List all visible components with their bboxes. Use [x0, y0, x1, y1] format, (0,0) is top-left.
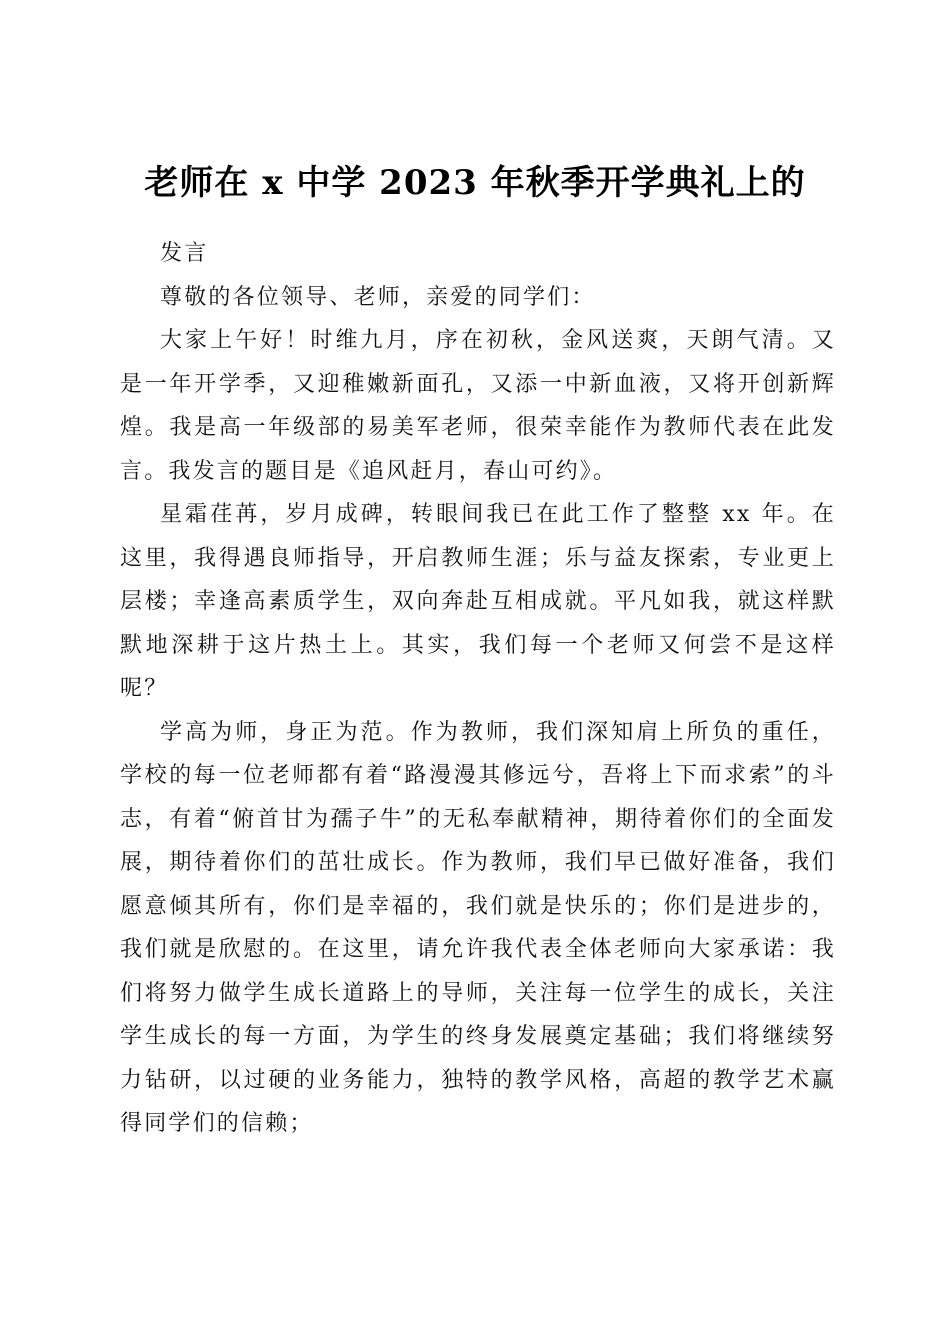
document-title: 老师在 x 中学 2023 年秋季开学典礼上的 [144, 162, 806, 203]
document-body [120, 232, 836, 1146]
paragraph-commitment: 学高为师，身正为范。作为教师，我们深知肩上所负的重任，学校的每一位老师都有着“路漫漫其修远兮，吾将上下而求索”的斗志，有着“俯首甘为孺子牛”的无私奉献精神，期待着你们的全面发展，期待着你们的茁壮成长。作为教师，我们早已做好准备，我们愿意倾其所有，你们是幸福的，我们就是快乐的；你们是进步的，我们就是欣慰的。在这里，请允许我代表全体老师向大家承诺：我们将努力做学生成长道路上的导师，关注每一位学生的成长，关注学生成长的每一方面，为学生的终身发展奠定基础；我们将继续努力钻研，以过硬的业务能力，独特的教学风格，高超的教学艺术赢得同学们的信赖； [120, 719, 836, 1136]
paragraph-salutation: 尊敬的各位领导、老师，亲爱的同学们： [160, 284, 596, 310]
paragraph-greeting: 大家上午好！时维九月，序在初秋，金风送爽，天朗气清。又是一年开学季，又迎稚嫩新面孔，又添一中新血液，又将开创新辉煌。我是高一年级部的易美军老师，很荣幸能作为教师代表在此发言。我发言的题目是《追风赶月，春山可约》。 [120, 328, 836, 484]
paragraph-experience: 星霜荏苒，岁月成碑，转眼间我已在此工作了整整 xx 年。在这里，我得遇良师指导，开启教师生涯；乐与益友探索，专业更上层楼；幸逢高素质学生，双向奔赴互相成就。平凡如我，就这样默默地深耕于这片热土上。其实，我们每一个老师又何尝不是这样呢？ [120, 502, 836, 701]
paragraph-speech-label: 发言 [160, 241, 209, 266]
